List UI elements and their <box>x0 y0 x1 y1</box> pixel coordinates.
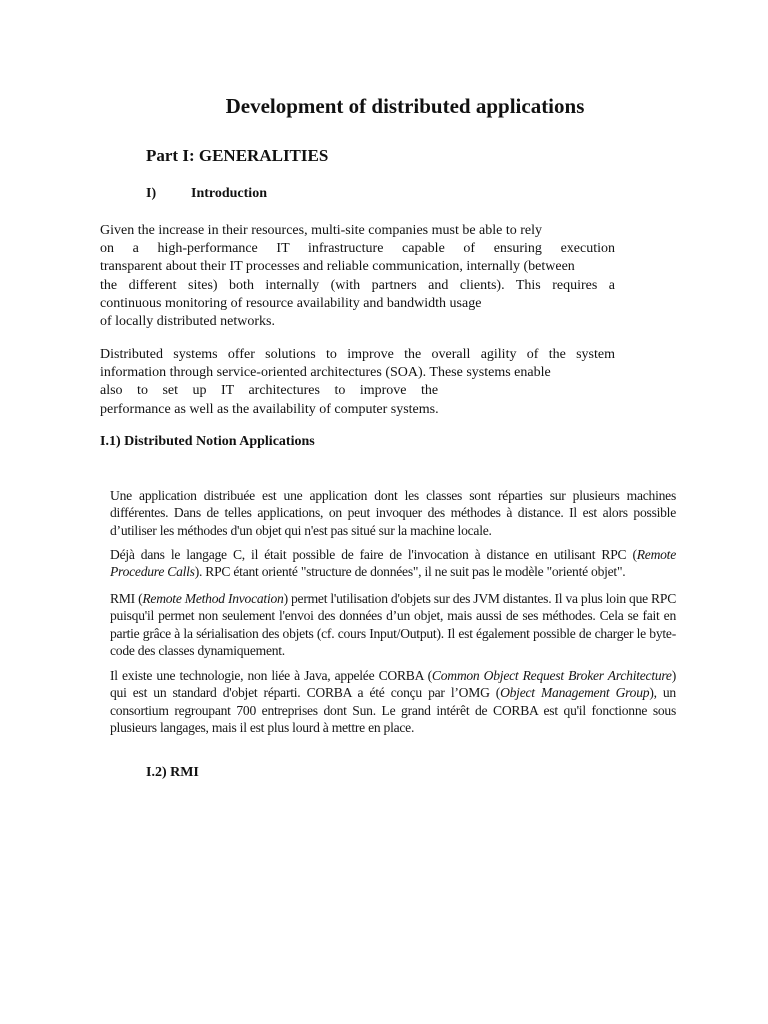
intro-paragraph-1 <box>100 222 615 331</box>
text-run: Déjà dans le langage C, il était possible de faire de l'invocation à distance en utilisant RPC ( <box>110 547 637 562</box>
text-run: RMI ( <box>110 591 143 606</box>
text-run: ). RPC étant orienté "structure de données", il ne suit pas le modèle "orienté objet". <box>194 564 626 580</box>
part-heading: Part I: GENERALITIES <box>146 146 329 165</box>
text-line: Distributed systems offer solutions to improve the overall agility of the system <box>100 347 615 362</box>
text-line: Given the increase in their resources, multi-site companies must be able to rely <box>100 223 543 238</box>
text-run: ) qui est un standard d'objet réparti. CORBA a été conçu par l’OMG ( <box>110 668 676 701</box>
text-line: transparent about their IT processes and reliable communication, internally (between <box>100 259 575 275</box>
text-line: also to set up IT architectures to improve the <box>100 383 439 399</box>
text-line: information through service-oriented architectures (SOA). These systems enable <box>100 365 551 381</box>
italic-term: Object Management Group <box>500 685 650 701</box>
text-run: ) permet l'utilisation d'objets sur des JVM distantes. Il va plus loin que RPC puisqu'il permet non seulement l'envoi des données d’un objet, mais aussi de ses méthodes. Cela se fait en partie grâce à la sérialisation des objets (cf. cours Input/Output). Il est également possible de charger le byte-code des classes dynamiquement. <box>110 591 677 659</box>
text-line: of locally distributed networks. <box>100 314 275 330</box>
intro-paragraph-2 <box>100 346 615 419</box>
section-label: Introduction <box>191 186 267 201</box>
italic-term: Common Object Request Broker Architecture <box>431 668 672 683</box>
document-title: Development of distributed applications <box>225 94 585 118</box>
italic-term: Remote Method Invocation <box>142 591 284 606</box>
text-line: performance as well as the availability of computer systems. <box>100 401 439 417</box>
subheading-distributed-notion: I.1) Distributed Notion Applications <box>100 434 315 449</box>
french-paragraph-4 <box>110 667 676 737</box>
french-paragraph-1: Une application distribuée est une application dont les classes sont réparties sur plusieurs machines différentes. Dans de telles applications, on peut invoquer des méthodes à distance. Il est alors possible d’utiliser les méthodes d'un objet qui n'est pas situé sur la machine locale. <box>110 488 676 538</box>
french-paragraph-3 <box>110 590 676 660</box>
text-run: Il existe une technologie, non liée à Java, appelée CORBA ( <box>110 668 432 683</box>
subheading-rmi: I.2) RMI <box>146 765 199 780</box>
text-line: the different sites) both internally (with partners and clients). This requires a <box>100 277 615 293</box>
section-number: I) <box>146 186 157 201</box>
section-heading-introduction <box>146 186 267 202</box>
text-run: ), un consortium regroupant 700 entreprises dont Sun. Le grand intérêt de CORBA est qu'il fonctionne sous plusieurs langages, mais il est plus lourd à mettre en place. <box>110 685 676 736</box>
text-line: on a high-performance IT infrastructure capable of ensuring execution <box>100 241 615 257</box>
italic-term: Remote Procedure Calls <box>110 547 676 580</box>
text-line: continuous monitoring of resource availability and bandwidth usage <box>100 295 482 311</box>
french-paragraph-2 <box>110 546 676 581</box>
